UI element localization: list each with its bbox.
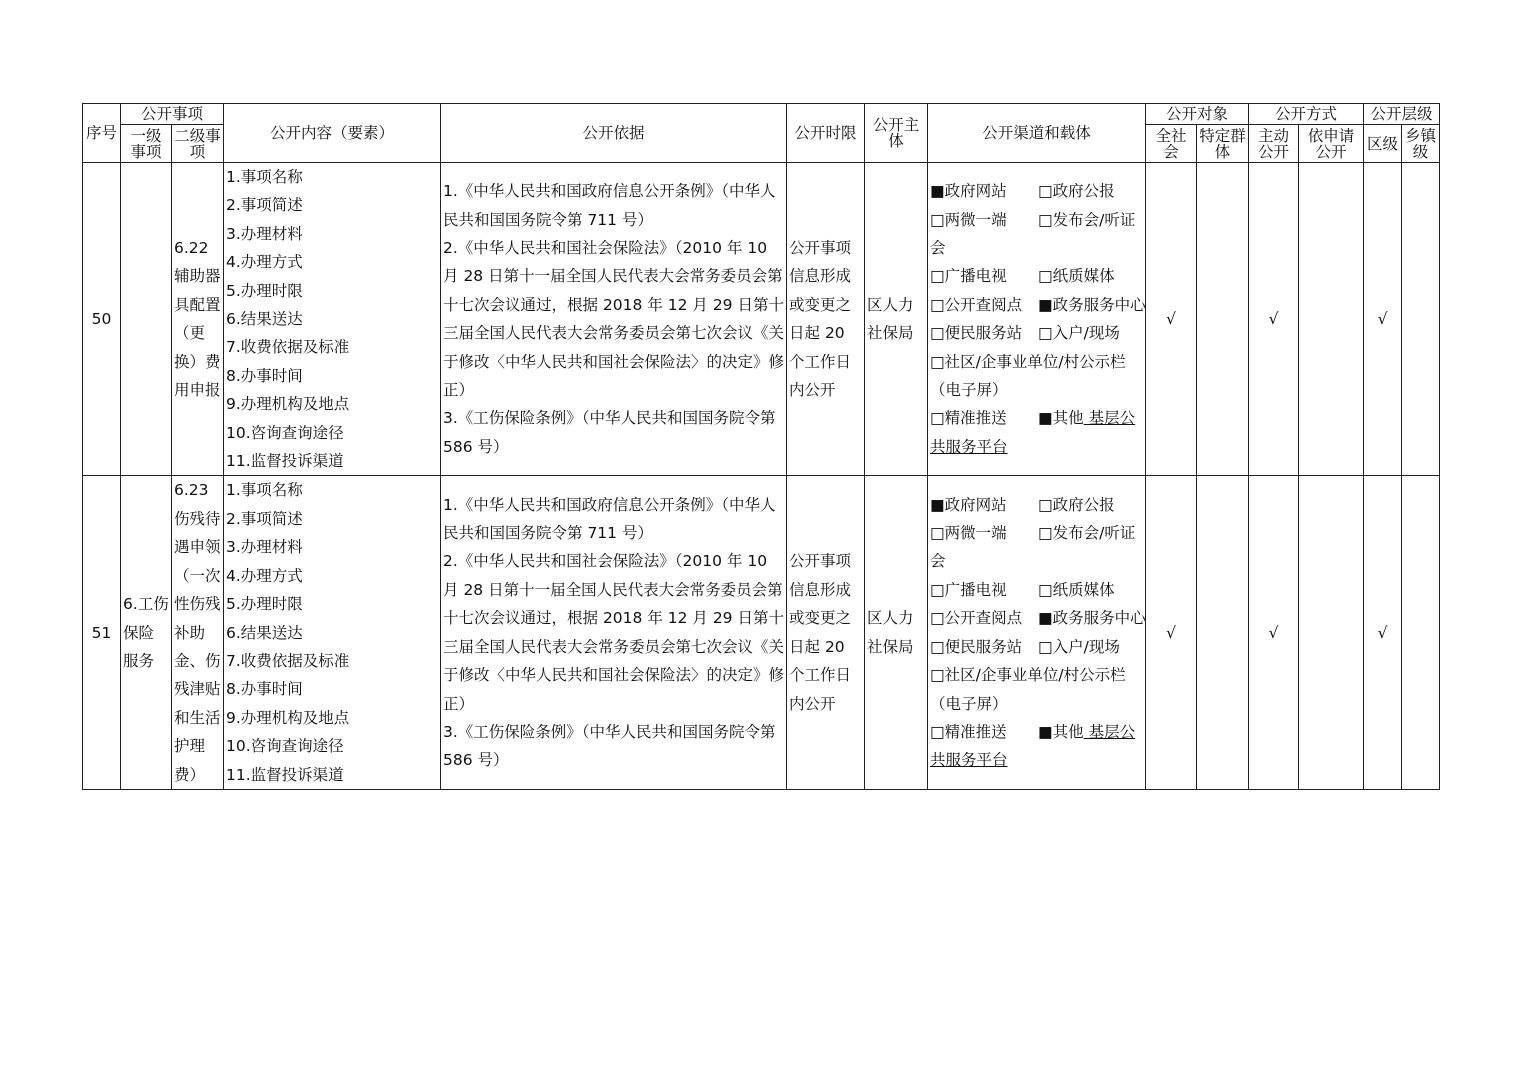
content-item: 4.办理方式 — [226, 566, 303, 585]
channel-precise-push: □精准推送 — [930, 409, 1007, 428]
channel-other-text: 基层公 — [1083, 722, 1136, 741]
cell-content — [224, 163, 441, 476]
cell-time-limit: 公开事项信息形成或变更之日起 20 个工作日内公开 — [787, 163, 865, 476]
cell-level-district: √ — [1364, 163, 1402, 476]
content-item: 3.办理材料 — [226, 224, 303, 243]
channel-door-to-door: □入户/现场 — [1038, 637, 1120, 656]
channel-gov-gazette: □政府公报 — [1038, 495, 1115, 514]
cell-level2: 6.22 辅助器具配置（更换）费用申报 — [172, 163, 224, 476]
header-content: 公开内容（要素） — [224, 104, 441, 163]
content-item: 7.收费依据及标准 — [226, 338, 350, 357]
cell-target-all: √ — [1146, 163, 1197, 476]
cell-level-district: √ — [1364, 476, 1402, 789]
channel-gov-service-center: ■政务服务中心 — [1038, 295, 1146, 314]
header-mode-group: 公开方式 — [1249, 104, 1364, 125]
channel-public-reading-point: □公开查阅点 — [930, 295, 1023, 314]
content-item: 4.办理方式 — [226, 253, 303, 272]
channel-press-hearing-cont: 会 — [930, 239, 946, 258]
channel-other-text-cont: 共服务平台 — [930, 751, 1008, 770]
channel-press-hearing-cont: 会 — [930, 552, 946, 571]
cell-content — [224, 476, 441, 789]
cell-target-specific — [1197, 476, 1249, 789]
cell-seq: 50 — [83, 163, 121, 476]
channel-other: ■其他 — [1038, 409, 1084, 428]
cell-mode-active: √ — [1249, 476, 1299, 789]
basis-item: 3.《工伤保险条例》（中华人民共和国国务院令第 586 号） — [443, 409, 776, 456]
table-row — [83, 163, 1440, 476]
content-item: 2.事项简述 — [226, 509, 303, 528]
content-item: 8.办事时间 — [226, 366, 303, 385]
header-level1: 一级事项 — [121, 125, 172, 163]
channel-precise-push: □精准推送 — [930, 722, 1007, 741]
header-target-specific: 特定群体 — [1197, 125, 1249, 163]
channel-bulletin-board: □社区/企事业单位/村公示栏 — [930, 352, 1126, 371]
content-item: 11.监督投诉渠道 — [226, 765, 344, 784]
content-item: 9.办理机构及地点 — [226, 395, 350, 414]
basis-item: 1.《中华人民共和国政府信息公开条例》（中华人民共和国国务院令第 711 号） — [443, 495, 776, 543]
table-row — [83, 476, 1440, 789]
channel-gov-gazette: □政府公报 — [1038, 182, 1115, 201]
channel-public-reading-point: □公开查阅点 — [930, 609, 1023, 628]
channel-weibo-wechat-app: □两微一端 — [930, 210, 1007, 229]
channel-other-text-cont: 共服务平台 — [930, 437, 1008, 456]
header-basis: 公开依据 — [441, 104, 787, 163]
channel-other-text: 基层公 — [1083, 409, 1136, 428]
header-target-all: 全社会 — [1146, 125, 1197, 163]
channel-door-to-door: □入户/现场 — [1038, 324, 1120, 343]
header-level-group: 公开层级 — [1364, 104, 1440, 125]
header-channels: 公开渠道和载体 — [928, 104, 1146, 163]
disclosure-table — [82, 103, 1440, 790]
cell-target-all: √ — [1146, 476, 1197, 789]
header-mode-active: 主动公开 — [1249, 125, 1299, 163]
header-level-district: 区级 — [1364, 125, 1402, 163]
content-item: 3.办理材料 — [226, 538, 303, 557]
cell-seq: 51 — [83, 476, 121, 789]
basis-item: 2.《中华人民共和国社会保险法》（2010 年 10 月 28 日第十一届全国人民代表大会常务委员会第十七次会议通过，根据 2018 年 12 月 29 日第十三届全国人民代表大会常务委员会第七次会议《关于修改〈中华人民共和国社会保险法〉的决定》修正） — [443, 552, 785, 713]
channel-gov-website: ■政府网站 — [930, 182, 1007, 201]
channel-press-hearing: □发布会/听证 — [1038, 524, 1136, 543]
cell-level1: 6.工伤保险服务 — [121, 476, 172, 789]
basis-item: 3.《工伤保险条例》（中华人民共和国国务院令第 586 号） — [443, 722, 776, 770]
channel-paper-media: □纸质媒体 — [1038, 580, 1115, 599]
content-item: 9.办理机构及地点 — [226, 708, 350, 727]
cell-basis — [441, 163, 787, 476]
content-item: 5.办理时限 — [226, 595, 303, 614]
header-seq: 序号 — [83, 104, 121, 163]
content-item: 11.监督投诉渠道 — [226, 452, 344, 471]
cell-mode-request — [1299, 163, 1364, 476]
content-item: 10.咨询查询途径 — [226, 423, 344, 442]
cell-level2: 6.23 伤残待遇申领（一次性伤残补助金、伤残津贴和生活护理费） — [172, 476, 224, 789]
content-item: 10.咨询查询途径 — [226, 737, 344, 756]
cell-level-town — [1402, 476, 1440, 789]
header-time-limit: 公开时限 — [787, 104, 865, 163]
cell-time-limit: 公开事项信息形成或变更之日起 20 个工作日内公开 — [787, 476, 865, 789]
content-item: 6.结果送达 — [226, 310, 303, 329]
channel-broadcast-tv: □广播电视 — [930, 580, 1007, 599]
content-item: 1.事项名称 — [226, 481, 303, 500]
header-items-group: 公开事项 — [121, 104, 224, 125]
channel-paper-media: □纸质媒体 — [1038, 267, 1115, 286]
cell-subject: 区人力社保局 — [865, 163, 928, 476]
header-level2: 二级事项 — [172, 125, 224, 163]
channel-gov-website: ■政府网站 — [930, 495, 1007, 514]
content-item: 7.收费依据及标准 — [226, 651, 350, 670]
channel-convenience-station: □便民服务站 — [930, 637, 1023, 656]
channel-weibo-wechat-app: □两微一端 — [930, 524, 1007, 543]
content-item: 5.办理时限 — [226, 281, 303, 300]
content-item: 8.办事时间 — [226, 680, 303, 699]
header-mode-request: 依申请公开 — [1299, 125, 1364, 163]
channel-bulletin-board-cont: （电子屏） — [930, 694, 1008, 713]
channel-broadcast-tv: □广播电视 — [930, 267, 1007, 286]
basis-item: 2.《中华人民共和国社会保险法》（2010 年 10 月 28 日第十一届全国人民代表大会常务委员会第十七次会议通过，根据 2018 年 12 月 29 日第十三届全国人民代表大会常务委员会第七次会议《关于修改〈中华人民共和国社会保险法〉的决定》修正） — [443, 239, 785, 400]
channel-gov-service-center: ■政务服务中心 — [1038, 609, 1146, 628]
cell-mode-request — [1299, 476, 1364, 789]
channel-other: ■其他 — [1038, 722, 1084, 741]
header-target-group: 公开对象 — [1146, 104, 1249, 125]
channel-convenience-station: □便民服务站 — [930, 324, 1023, 343]
channel-bulletin-board-cont: （电子屏） — [930, 381, 1008, 400]
cell-basis — [441, 476, 787, 789]
channel-press-hearing: □发布会/听证 — [1038, 210, 1136, 229]
cell-channels — [928, 163, 1146, 476]
content-item: 1.事项名称 — [226, 168, 303, 186]
cell-level1 — [121, 163, 172, 476]
content-item: 2.事项简述 — [226, 196, 303, 215]
header-subject: 公开主体 — [865, 104, 928, 163]
cell-mode-active: √ — [1249, 163, 1299, 476]
cell-level-town — [1402, 163, 1440, 476]
cell-subject: 区人力社保局 — [865, 476, 928, 789]
content-item: 6.结果送达 — [226, 623, 303, 642]
cell-target-specific — [1197, 163, 1249, 476]
channel-bulletin-board: □社区/企事业单位/村公示栏 — [930, 666, 1126, 685]
header-level-town: 乡镇级 — [1402, 125, 1440, 163]
basis-item: 1.《中华人民共和国政府信息公开条例》（中华人民共和国国务院令第 711 号） — [443, 182, 776, 229]
cell-channels — [928, 476, 1146, 789]
